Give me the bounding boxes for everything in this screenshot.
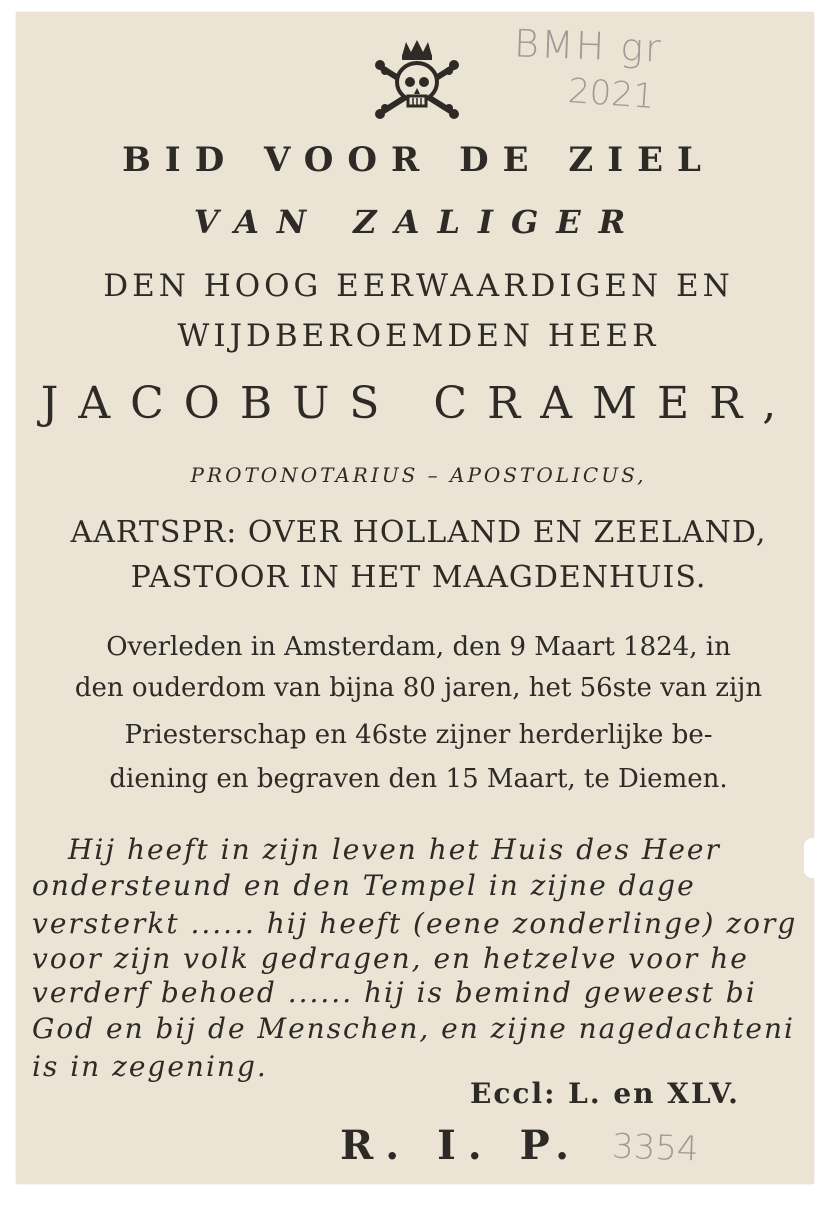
death-notice-line: diening en begraven den 15 Maart, te Diemen. (109, 764, 728, 794)
scripture-quote-line: ondersteund en den Tempel in zijne dage (32, 869, 696, 902)
title-archpriest: AARTSPR: OVER HOLLAND EN ZEELAND, (70, 515, 767, 550)
death-notice-line: Overleden in Amsterdam, den 9 Maart 1824, in (106, 632, 731, 662)
death-notice-line: den ouderdom van bijna 80 jaren, het 56ste van zijn (74, 673, 763, 703)
scripture-quote-line: verderf behoed ...... hij is bemind geweest bi (32, 976, 757, 1009)
title-protonotarius: PROTONOTARIUS – APOSTOLICUS, (190, 463, 647, 487)
scripture-citation: Eccl: L. en XLV. (470, 1077, 740, 1110)
scripture-quote-line: Hij heeft in zijn leven het Huis des Heer (68, 833, 721, 866)
scripture-quote-line: God en bij de Menschen, en zijne nagedachteni (32, 1012, 795, 1045)
pencil-collection-mark: BMH gr (513, 21, 664, 71)
prayer-heading: BID VOOR DE ZIEL (122, 140, 715, 180)
scripture-quote-line: is in zegening. (32, 1050, 268, 1083)
title-pastor: PASTOOR IN HET MAAGDENHUIS. (130, 560, 707, 595)
scripture-quote-line: voor zijn volk gedragen, en hetzelve voor he (32, 942, 749, 975)
pencil-inventory-number: 3354 (611, 1126, 700, 1170)
scripture-quote-line: versterkt ...... hij heeft (eene zonderlinge) zorg (32, 907, 798, 940)
blessed-heading: VAN ZALIGER (193, 203, 644, 241)
death-notice-line: Priesterschap en 46ste zijner herderlijke be- (124, 720, 713, 750)
honorific-line-2: WIJDBEROEMDEN HEER (177, 318, 660, 354)
deceased-name: JACOBUS CRAMER, (40, 378, 797, 429)
crowned-skull-crossbones-icon (372, 38, 462, 120)
pencil-year-mark: 2021 (566, 71, 656, 117)
honorific-line-1: DEN HOOG EERWAARDIGEN EN (103, 268, 734, 304)
rip-closing: R. I. P. (340, 1122, 582, 1169)
